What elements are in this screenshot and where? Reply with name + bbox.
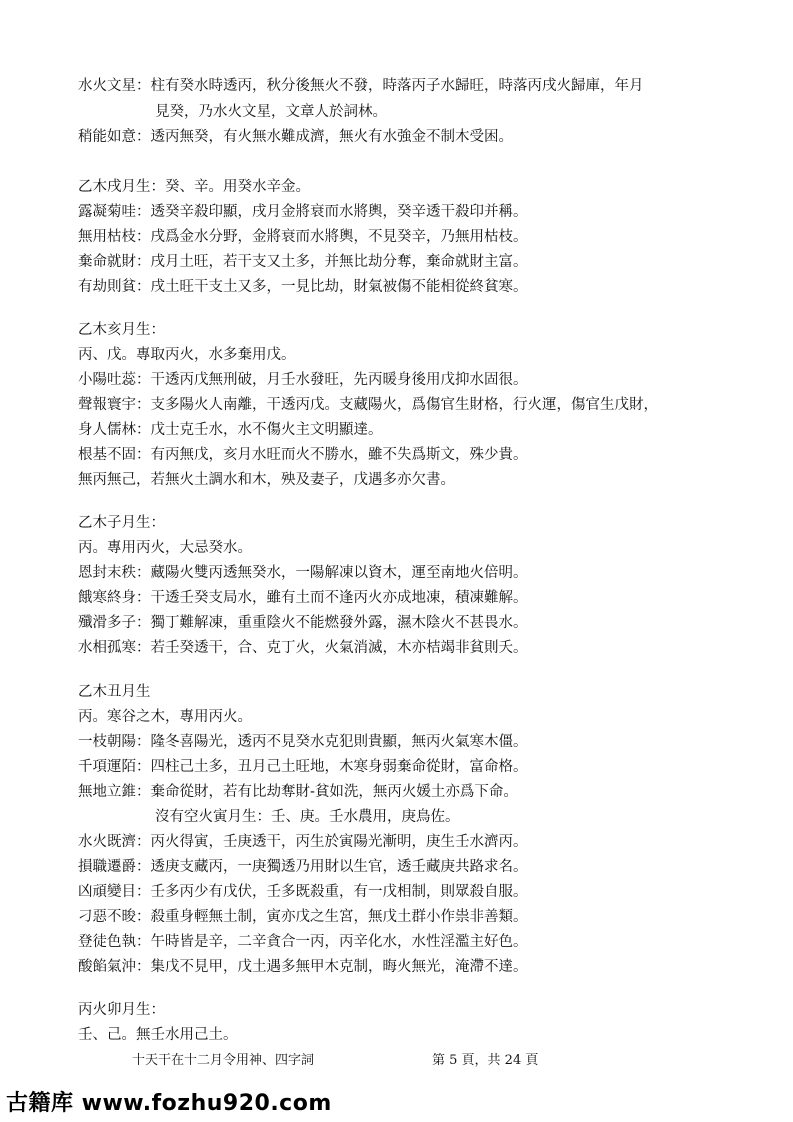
text-line: 丙。寒谷之木，專用丙火。 bbox=[78, 709, 252, 725]
section-heading: 丙火卯月生： bbox=[78, 1002, 165, 1018]
text-line: 千項運陌：四柱己土多，丑月己土旺地，木寒身弱棄命從財，富命格。 bbox=[78, 759, 528, 775]
text-line: 丙、戊。專取丙火，水多棄用戊。 bbox=[78, 347, 296, 363]
text-line: 身人儒林：戊士克壬水，水不傷火主文明顯達。 bbox=[78, 422, 383, 438]
footer-page-number: 第 5 頁，共 24 頁 bbox=[432, 1053, 539, 1068]
text-line: 稍能如意：透丙無癸，有火無水難成濟，無火有水強金不制木受困。 bbox=[78, 129, 513, 145]
section-heading: 乙木戌月生：癸、辛。用癸水辛金。 bbox=[78, 179, 310, 195]
text-line: 聲報寰宇：支多陽火人南離，干透丙戊。支藏陽火，爲傷官生財格，行火運，傷官生戊財， bbox=[78, 397, 658, 413]
text-line: 沒有空火寅月生：壬、庚。壬水農用，庚鳥佐。 bbox=[155, 809, 460, 825]
text-line: 刁惡不晙：殺重身輕無土制，寅亦戊之生宮，無戊土群小作祟非善類。 bbox=[78, 909, 528, 925]
text-line: 丙。專用丙火，大忌癸水。 bbox=[78, 540, 252, 556]
text-line: 水相孤寒：若壬癸透干，合、克丁火，火氣消滅，木亦桔竭非貧則夭。 bbox=[78, 640, 528, 656]
text-line: 損職遷爵：透庚支藏丙，一庚獨透乃用財以生官，透壬藏庚共路求名。 bbox=[78, 859, 528, 875]
text-line: 水火既濟：丙火得寅，壬庚透干，丙生於寅陽光漸明，庚生壬水濟丙。 bbox=[78, 834, 528, 850]
site-watermark: 古籍库 www.fozhu920.com bbox=[6, 1091, 332, 1116]
text-line: 棄命就財：戌月土旺，若干支又土多，并無比劫分奪，棄命就財主富。 bbox=[78, 254, 528, 270]
section-heading: 乙木子月生： bbox=[78, 515, 165, 531]
text-line: 水火文星：柱有癸水時透丙，秋分後無火不發，時落丙子水歸旺，時落丙戌火歸庫，年月 bbox=[78, 78, 644, 94]
text-line: 無地立錐：棄命從財，若有比劫奪財-貧如洗，無丙火媛土亦爲下命。 bbox=[78, 784, 518, 800]
text-line: 壬、己。無壬水用己土。 bbox=[78, 1027, 238, 1043]
section-heading: 乙木丑月生 bbox=[78, 684, 151, 700]
text-line: 餓寒終身：干透壬癸支局水，雖有土而不逢丙火亦成地凍，積凍難解。 bbox=[78, 590, 528, 606]
section-heading: 乙木亥月生： bbox=[78, 322, 165, 338]
text-line: 有劫則貧：戌土旺干支土又多，一見比劫，財氣被傷不能相從終貧寒。 bbox=[78, 279, 528, 295]
text-line: 無用枯枝：戌爲金水分野，金將衰而水將輿，不見癸辛，乃無用枯枝。 bbox=[78, 229, 528, 245]
text-line: 殲滑多子：獨丁難解凍，重重陰火不能燃發外露，濕木陰火不甚畏水。 bbox=[78, 615, 528, 631]
text-line: 一枝朝陽：隆冬喜陽光，透丙不見癸水克犯則貴顯，無丙火氣寒木僵。 bbox=[78, 734, 528, 750]
footer-document-title: 十天干在十二月令用神、四字詞 bbox=[132, 1053, 315, 1068]
text-line: 根基不固：有丙無戊，亥月水旺而火不勝水，雖不失爲斯文，殊少貴。 bbox=[78, 447, 528, 463]
text-line: 小陽吐蕊：干透丙戊無刑破，月壬水發旺，先丙暖身後用戊抑水固很。 bbox=[78, 372, 528, 388]
text-line: 見癸，乃水火文星，文章人於詞林。 bbox=[155, 104, 387, 120]
text-line: 無丙無己，若無火土調水和木，殃及妻子，戊遇多亦欠書。 bbox=[78, 472, 455, 488]
text-line: 露凝菊哇：透癸辛殺印顯，戌月金將衰而水將輿，癸辛透干殺印并稱。 bbox=[78, 204, 528, 220]
text-line: 酸餡氣沖：集戊不見甲，戊土遇多無甲木克制，晦火無光，淹滯不達。 bbox=[78, 959, 528, 975]
text-line: 恩封末秩：藏陽火雙丙透無癸水，一陽解凍以資木，運至南地火倍明。 bbox=[78, 565, 528, 581]
text-line: 凶頑變目：壬多丙少有戊伏，壬多既殺重，有一戊相制，則眾殺自服。 bbox=[78, 884, 528, 900]
text-line: 登徒色執：午時皆是辛，二辛貪合一丙，丙辛化水，水性淫濫主好色。 bbox=[78, 934, 528, 950]
